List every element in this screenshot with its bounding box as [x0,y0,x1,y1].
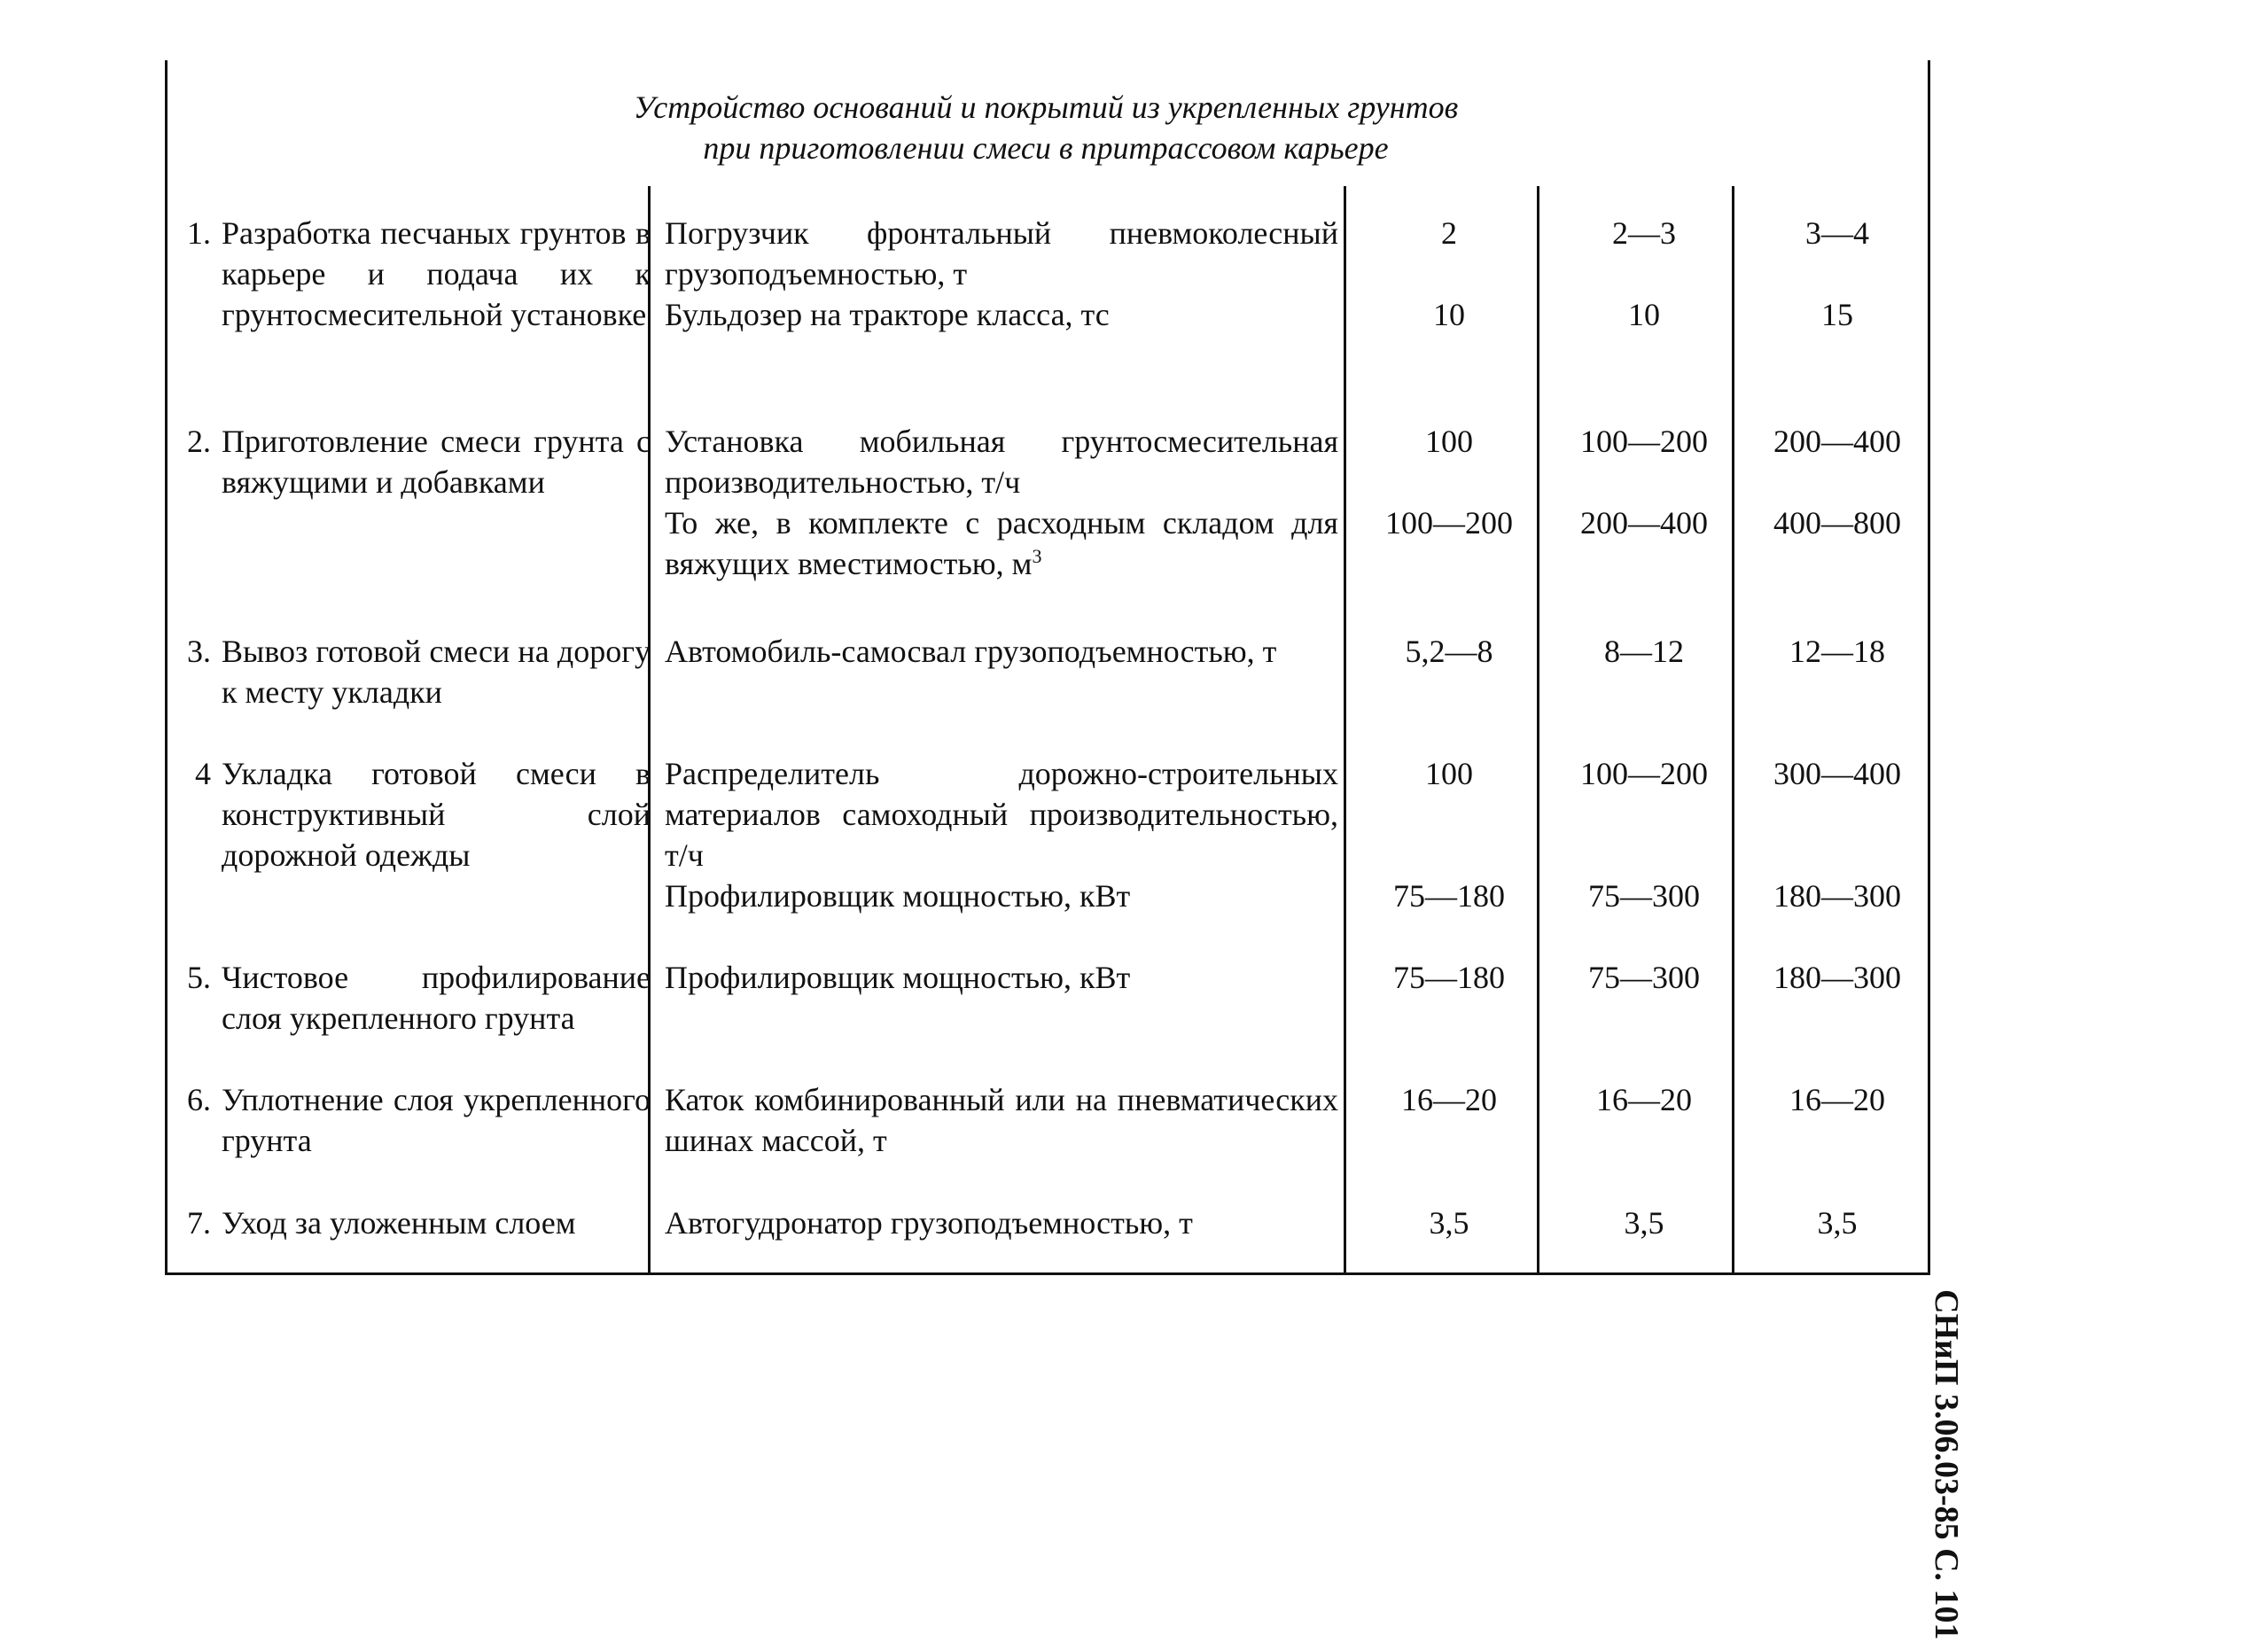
operation-text: Чистовое профилирование слоя укрепленного грунта [222,960,651,1036]
operation-text: Приготовление смеси грунта с вяжущими и добавками [222,424,651,500]
machine-name [665,502,1338,584]
table-left-border [165,60,168,1274]
machine-name: Каток комбинированный или на пневматических шинах массой, т [665,1082,1338,1158]
operation-text: Уход за уложенным слоем [222,1205,576,1241]
table-caption [168,87,1923,168]
value: 100—200 [1580,756,1708,791]
value: 10 [1628,297,1660,332]
row-number: 4 [195,756,211,791]
row-number: 3. [187,634,211,669]
value: 3,5 [1624,1205,1664,1241]
machine-name: Установка мобильная грунтосмесительная производительностью, т/ч [665,424,1338,500]
row-number: 5. [187,960,211,995]
value: 3—4 [1805,215,1869,251]
value: 16—20 [1789,1082,1885,1117]
value: 12—18 [1789,634,1885,669]
machine-name: Профилировщик мощностью, кВт [665,878,1131,914]
operation-text: Разработка песчаных грунтов в карьере и подача их к грунтосмесительной установке [222,215,651,332]
table-bottom-border [165,1272,1930,1275]
value: 400—800 [1773,505,1901,541]
value: 200—400 [1773,424,1901,459]
value: 180—300 [1773,960,1901,995]
value: 3,5 [1817,1205,1858,1241]
caption-line-1: Устройство оснований и покрытий из укрепленных грунтов [633,89,1459,125]
value: 100 [1425,424,1473,459]
row-number: 6. [187,1082,211,1117]
operation-text: Укладка готовой смеси в конструктивный слой дорожной одежды [222,756,651,873]
value: 2—3 [1612,215,1676,251]
machine-name-text: То же, в комплекте с расходным складом для вяжущих вместимостью, м [665,505,1338,581]
value: 75—180 [1393,878,1505,914]
value: 2 [1441,215,1457,251]
superscript: 3 [1032,545,1042,567]
machine-name: Автогудронатор грузоподъемностью, т [665,1205,1193,1241]
operation-text: Уплотнение слоя укрепленного грунта [222,1082,651,1158]
value: 100—200 [1580,424,1708,459]
value: 10 [1433,297,1465,332]
value: 8—12 [1604,634,1684,669]
value: 16—20 [1401,1082,1497,1117]
caption-line-2: при приготовлении смеси в притрассовом карьере [703,130,1389,166]
machine-name: Автомобиль-самосвал грузоподъемностью, т [665,634,1277,669]
value: 200—400 [1580,505,1708,541]
row-number: 7. [187,1205,211,1241]
page-side-label: СНиП 3.06.03-85 С. 101 [1928,1289,1965,1640]
value: 75—300 [1588,878,1700,914]
column-divider-machine [1344,186,1346,1274]
operation-text: Вывоз готовой смеси на дорогу к месту укладки [222,634,651,710]
value: 300—400 [1773,756,1901,791]
value: 16—20 [1596,1082,1692,1117]
value: 15 [1821,297,1853,332]
value: 5,2—8 [1405,634,1493,669]
value: 100 [1425,756,1473,791]
row-number: 1. [187,215,211,251]
machine-name: Профилировщик мощностью, кВт [665,960,1131,995]
value: 75—180 [1393,960,1505,995]
machine-name: Бульдозер на тракторе класса, тс [665,297,1110,332]
row-number: 2. [187,424,211,459]
value: 100—200 [1385,505,1513,541]
machine-name: Погрузчик фронтальный пневмоколесный грузоподъемностью, т [665,215,1338,292]
value: 3,5 [1429,1205,1469,1241]
machine-name: Распределитель дорожно-строительных материалов самоходный производительностью, т/ч [665,756,1338,873]
value: 75—300 [1588,960,1700,995]
value: 180—300 [1773,878,1901,914]
